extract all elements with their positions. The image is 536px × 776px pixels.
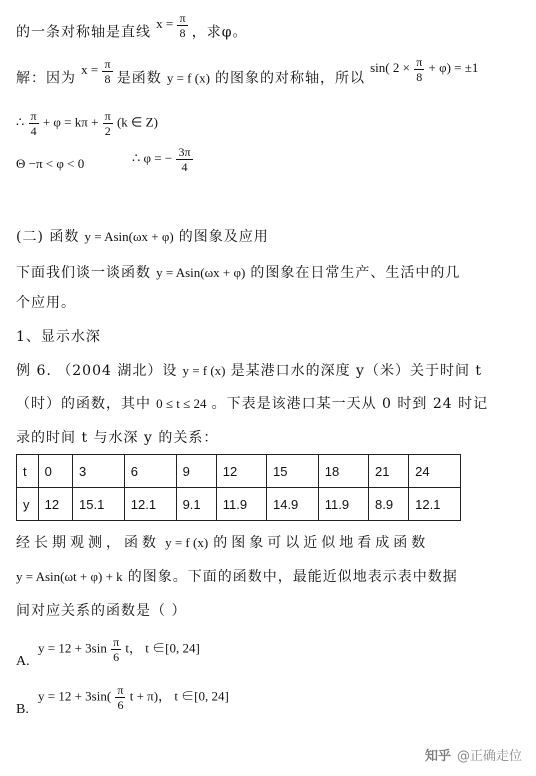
function-expr: y = Asin(ωx + φ)	[84, 229, 174, 244]
option-b-label: B.	[16, 702, 29, 717]
text: (二) 函数	[16, 229, 80, 245]
fraction	[103, 110, 113, 137]
option-a-label: A.	[16, 654, 30, 669]
line-symmetry-axis	[16, 11, 248, 47]
table-cell: 18	[318, 455, 368, 488]
function-expr: y = f (x)	[165, 535, 209, 550]
frac-num: π	[179, 11, 186, 25]
fraction	[177, 12, 187, 39]
frac-den: 8	[104, 72, 111, 86]
paragraph-line: 个应用。	[16, 295, 76, 311]
table-cell: 6	[124, 455, 176, 488]
text: 经长期观测，函数	[16, 535, 160, 551]
text: 的图象及应用	[178, 229, 269, 245]
table-cell: 12	[38, 488, 72, 521]
phi-prefix: ∴ φ = −	[132, 150, 173, 166]
example-line	[16, 360, 482, 380]
function-expr: y = Asin(ωt + φ) + k	[16, 569, 123, 584]
table-cell: 8.9	[368, 488, 408, 521]
sin-equation	[370, 55, 479, 84]
text: 的图象在日常生产、生活中的几	[250, 265, 461, 281]
text: 例 6. （2004 湖北）设	[16, 363, 178, 379]
frac-num: π	[117, 683, 124, 697]
frac-den: 2	[104, 124, 111, 138]
range-expr: 0 ≤ t ≤ 24	[156, 396, 207, 411]
frac-den: 8	[179, 26, 186, 40]
eq-lhs: x =	[81, 62, 99, 78]
line-phi-value	[132, 146, 194, 173]
table-cell: 3	[73, 455, 125, 488]
table-cell: 9.1	[176, 488, 216, 521]
text: 的图象。下面的函数中，最能近似地表示表中数据	[127, 569, 458, 585]
fraction	[102, 58, 112, 85]
fraction	[414, 56, 424, 83]
frac-den: 6	[113, 650, 120, 664]
frac-den: 8	[416, 70, 423, 84]
table-cell: 11.9	[318, 488, 368, 521]
eq-lhs: x =	[156, 16, 174, 32]
paragraph-line: 间对应关系的函数是（ ）	[16, 603, 187, 619]
function-expr: y = Asin(ωx + φ)	[156, 265, 246, 280]
zhihu-watermark	[425, 745, 522, 764]
frac-den: 4	[30, 124, 37, 138]
frac-num: π	[416, 55, 423, 69]
equation-x	[81, 57, 117, 86]
table-cell: 15.1	[73, 488, 125, 521]
eq-mid: + φ = kπ +	[42, 114, 99, 130]
text: 的图象可以近似地看成函数	[213, 535, 430, 551]
frac-num: π	[104, 109, 111, 123]
therefore-symbol: ∴	[16, 114, 25, 130]
data-table	[16, 454, 461, 521]
paragraph-line	[16, 532, 429, 552]
fraction	[176, 146, 192, 173]
phi-range: Θ −π < φ < 0	[16, 156, 85, 171]
sin-expr-a: sin( 2 ×	[370, 60, 410, 76]
line-equation-k	[16, 110, 158, 137]
function-expr: y = f (x)	[166, 70, 210, 86]
frac-den: 4	[181, 160, 188, 174]
text: （时）的函数，其中	[16, 396, 151, 412]
fraction	[111, 636, 121, 663]
frac-num: π	[104, 57, 111, 71]
text: 是函数	[116, 70, 162, 87]
text: 的图象的对称轴，所以	[215, 70, 366, 87]
table-cell: 24	[409, 455, 461, 488]
frac-num: π	[113, 635, 120, 649]
table-cell: t	[17, 455, 39, 488]
table-cell: 11.9	[216, 488, 266, 521]
option-b-expr	[38, 684, 229, 711]
text: 的一条对称轴是直线	[16, 24, 151, 41]
table-cell: y	[17, 488, 39, 521]
text: 下面我们谈一谈函数	[16, 265, 151, 281]
option-expr-b: t + π)， t ∈[0, 24]	[129, 688, 229, 704]
fraction	[29, 110, 39, 137]
option-a-expr	[38, 636, 200, 663]
option-expr-a: y = 12 + 3sin(	[38, 688, 112, 704]
line-solution	[16, 55, 479, 93]
subheading: 1、显示水深	[16, 329, 101, 345]
eq-suffix: (k ∈ Z)	[116, 114, 158, 130]
table-cell: 12.1	[409, 488, 461, 521]
watermark-text: @正确走位	[456, 749, 522, 764]
line-phi-range	[16, 156, 84, 172]
table-cell: 14.9	[266, 488, 318, 521]
frac-num: 3π	[178, 145, 191, 159]
text: 。下表是该港口某一天从 0 时到 24 时记	[211, 396, 489, 412]
solution-label: 解：因为	[16, 70, 76, 87]
table-row	[17, 455, 461, 488]
table-cell: 21	[368, 455, 408, 488]
example-line	[16, 393, 488, 413]
frac-den: 6	[117, 698, 124, 712]
frac-num: π	[30, 109, 37, 123]
example-line: 录的时间 t 与水深 y 的关系：	[16, 430, 219, 446]
section-title	[16, 226, 269, 246]
paragraph-line	[16, 566, 458, 586]
paragraph-line	[16, 262, 460, 282]
option-expr-a: y = 12 + 3sin	[38, 640, 107, 656]
function-expr: y = f (x)	[182, 363, 226, 378]
table-row	[17, 488, 461, 521]
text: ，求φ。	[191, 24, 248, 41]
table-cell: 0	[38, 455, 72, 488]
zhihu-logo-icon: 知乎	[424, 749, 451, 764]
table-cell: 15	[266, 455, 318, 488]
equation-x	[156, 11, 192, 40]
table-cell: 12.1	[124, 488, 176, 521]
text: 是某港口水的深度 y（米）关于时间 t	[230, 363, 483, 379]
table-cell: 12	[216, 455, 266, 488]
fraction	[115, 684, 125, 711]
sin-expr-b: + φ) = ±1	[428, 60, 479, 76]
table-cell: 9	[176, 455, 216, 488]
option-expr-b: t， t ∈[0, 24]	[125, 640, 200, 656]
